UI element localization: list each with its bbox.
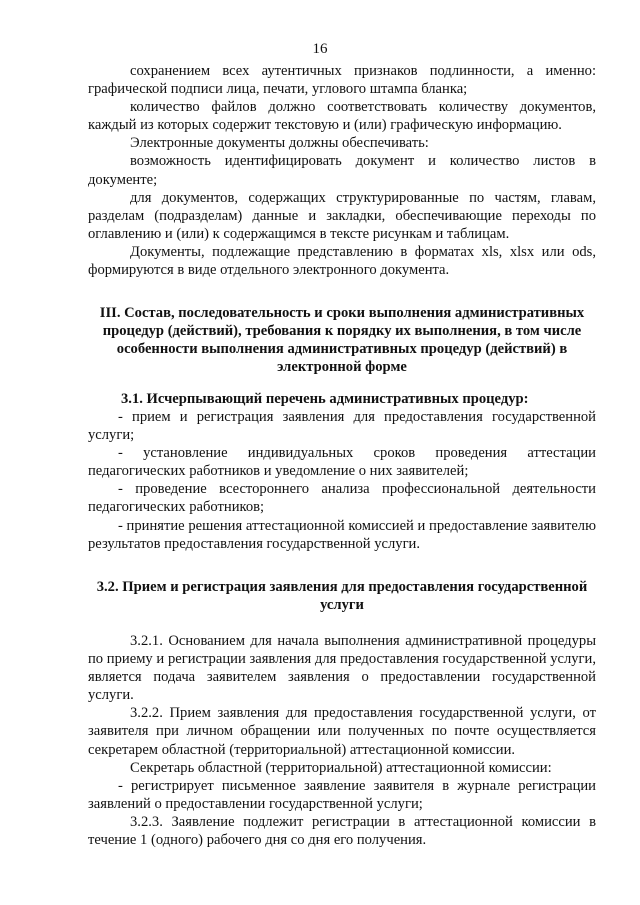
paragraph: 3.2.1. Основанием для начала выполнения административной процедуры по приему и регистрации заявления для предоставления государственной услуги, является подача заявителем заявления о предоставлении государственной услуги. bbox=[88, 633, 596, 704]
list-item: - регистрирует письменное заявление заявителя в журнале регистрации заявлений о предоставлении государственной услуги; bbox=[88, 777, 596, 812]
section-3-heading: III. Состав, последовательность и сроки выполнения административных процедур (действий), требования к порядку их выполнения, в том числе особенности выполнения административных процедур (действий) в электронной форме bbox=[99, 305, 585, 376]
list-item: - принятие решения аттестационной комиссией и предоставление заявителю результатов предоставления государственной услуги. bbox=[88, 517, 596, 552]
list-item: - прием и регистрация заявления для предоставления государственной услуги; bbox=[88, 409, 596, 444]
section-3-2-heading: 3.2. Прием и регистрация заявления для предоставления государственной услуги bbox=[96, 579, 588, 614]
paragraph: для документов, содержащих структурированные по частям, главам, разделам (подразделам) данные и закладки, обеспечивающие переходы по оглавлению и (или) к содержащимся в тексте рисункам и таблицам. bbox=[88, 189, 596, 242]
paragraph: Электронные документы должны обеспечивать: bbox=[130, 135, 429, 152]
section-3-2-text bbox=[88, 632, 596, 849]
procedure-list bbox=[88, 408, 596, 553]
list-item: - проведение всестороннего анализа профессиональной деятельности педагогических работников; bbox=[88, 481, 596, 516]
paragraph: 3.2.2. Прием заявления для предоставления государственной услуги, от заявителя при личном обращении или полученных по почте осуществляется секретарем областной (территориальной) аттестационной комиссии. bbox=[88, 705, 596, 758]
paragraph: 3.2.3. Заявление подлежит регистрации в аттестационной комиссии в течение 1 (одного) рабочего дня со дня его получения. bbox=[88, 813, 596, 849]
paragraph: количество файлов должно соответствовать количеству документов, каждый из которых содержит текстовую и (или) графическую информацию. bbox=[88, 99, 596, 134]
section-3-1-heading: 3.1. Исчерпывающий перечень административных процедур: bbox=[121, 391, 529, 407]
paragraph: сохранением всех аутентичных признаков подлинности, а именно: графической подписи лица, печати, углового штампа бланка; bbox=[88, 63, 596, 98]
list-item: - установление индивидуальных сроков проведения аттестации педагогических работников и уведомление о них заявителей; bbox=[88, 445, 596, 480]
paragraph: Документы, подлежащие представлению в форматах xls, xlsx или ods, формируются в виде отдельного электронного документа. bbox=[88, 243, 596, 279]
page-number: 16 bbox=[312, 41, 328, 57]
intro-text-block bbox=[88, 62, 596, 279]
paragraph: возможность идентифицировать документ и количество листов в документе; bbox=[88, 153, 596, 188]
paragraph: Секретарь областной (территориальной) аттестационной комиссии: bbox=[130, 759, 552, 776]
